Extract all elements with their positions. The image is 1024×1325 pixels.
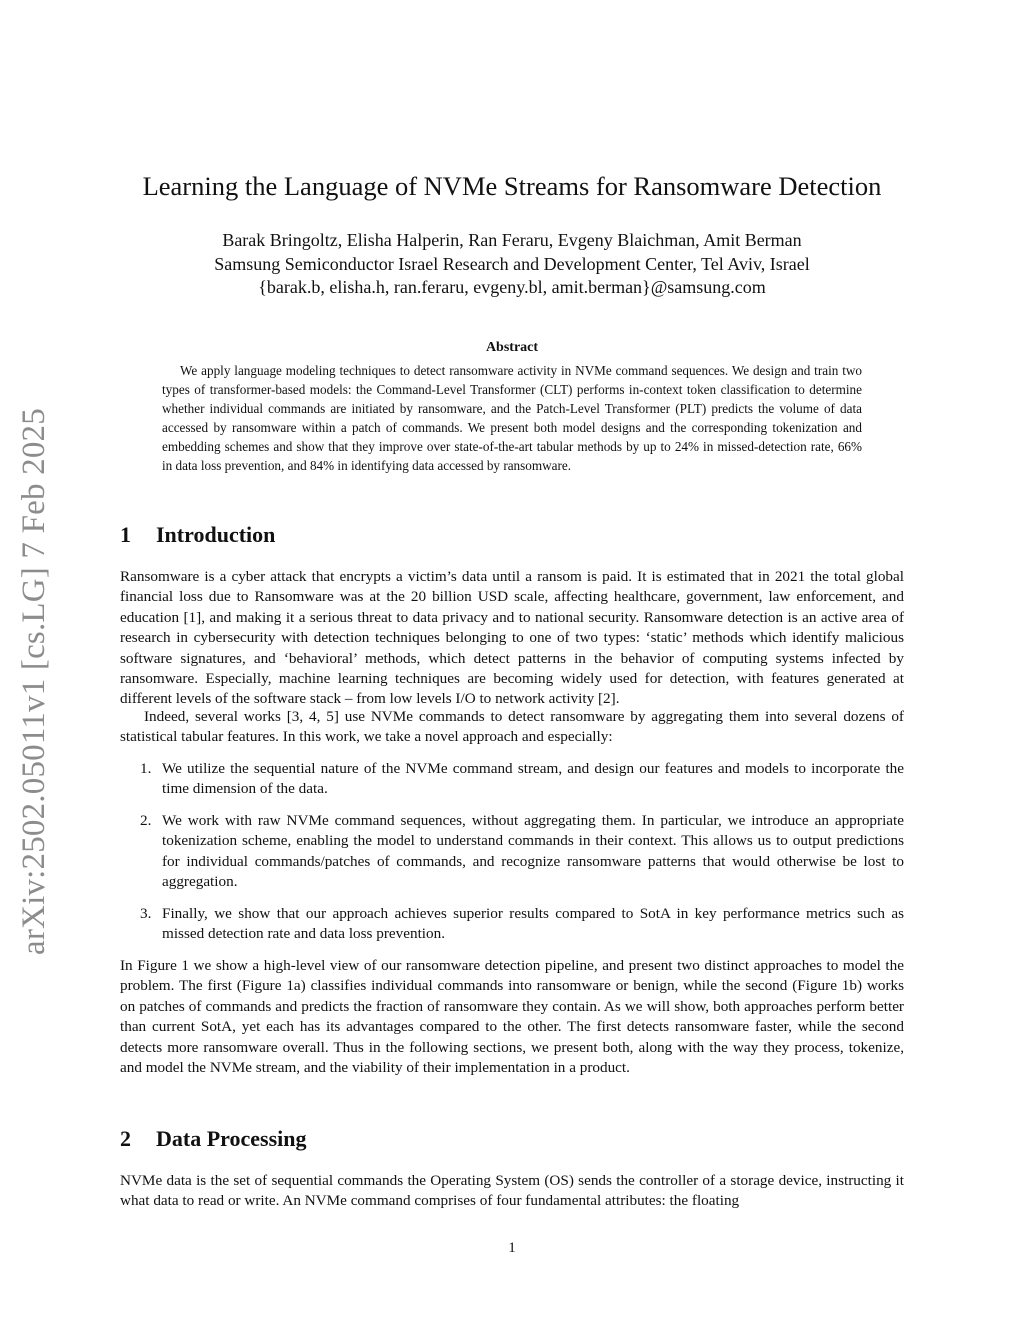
body-paragraph: NVMe data is the set of sequential commands the Operating System (OS) sends the controller of a storage device, instructing it what data to read or write. An NVMe command comprises of four fundamental attributes: the floating bbox=[120, 1172, 904, 1210]
list-item bbox=[140, 759, 904, 800]
arxiv-identifier: arXiv:2502.05011v1 [cs.LG] 7 Feb 2025 bbox=[16, 408, 52, 955]
section-number: 2 bbox=[120, 1126, 131, 1151]
section-title: Data Processing bbox=[156, 1126, 307, 1151]
section-title: Introduction bbox=[156, 522, 276, 547]
list-item-text: We work with raw NVMe command sequences, without aggregating them. In particular, we introduce an appropriate tokenization scheme, enabling the model to understand commands in their context. This allows us to output predictions for individual commands/patches of commands, and recognize ransomware patterns that would otherwise be lost to aggregation. bbox=[162, 812, 904, 891]
author-list: Barak Bringoltz, Elisha Halperin, Ran Feraru, Evgeny Blaichman, Amit Berman bbox=[222, 230, 802, 250]
list-item bbox=[140, 904, 904, 945]
author-emails: {barak.b, elisha.h, ran.feraru, evgeny.bl, amit.berman}@samsung.com bbox=[258, 277, 766, 297]
abstract-text: We apply language modeling techniques to detect ransomware activity in NVMe command sequences. We design and train two types of transformer-based models: the Command-Level Transformer (CLT) performs in-context token classification to determine whether individual commands are initiated by ransomware, and the Patch-Level Transformer (PLT) predicts the volume of data accessed by ransomware within a patch of commands. We present both model designs and the corresponding tokenization and embedding schemes and show that they improve over state-of-the-art tabular methods by up to 24% in missed-detection rate, 66% in data loss prevention, and 84% in identifying data accessed by ransomware. bbox=[162, 363, 862, 473]
list-item bbox=[140, 811, 904, 893]
body-paragraph: In Figure 1 we show a high-level view of our ransomware detection pipeline, and present two distinct approaches to model the problem. The first (Figure 1a) classifies individual commands into ransomware or benign, while the second (Figure 1b) works on patches of commands and predicts the fraction of ransomware they contain. As we will show, both approaches perform better than current SotA, yet each has its advantages compared to the other. The first detects ransomware faster, while the second detects more ransomware overall. Thus in the following sections, we present both, along with the way they process, tokenize, and model the NVMe stream, and the viability of their implementation in a product. bbox=[120, 957, 904, 1077]
body-paragraph: Ransomware is a cyber attack that encrypts a victim’s data until a ransom is paid. It is estimated that in 2021 the total global financial loss due to Ransomware was at the 20 billion USD scale, affecting healthcare, government, law enforcement, and education [1], and making it a serious threat to data privacy and to national security. Ransomware detection is an active area of research in cybersecurity with detection techniques belonging to one of two types: ‘static’ methods which identify malicious software signatures, and ‘behavioral’ methods, which detect patterns in the behavior of computing systems infected by ransomware. Especially, machine learning techniques are becoming widely used for detection, with features generated at different levels of the software stack – from low levels I/O to network activity [2]. bbox=[120, 568, 904, 708]
list-item-text: Finally, we show that our approach achieves superior results compared to SotA in key performance metrics such as missed detection rate and data loss prevention. bbox=[162, 905, 904, 943]
list-marker: 1. bbox=[140, 760, 152, 777]
section-heading-introduction bbox=[120, 522, 275, 548]
body-paragraph: Indeed, several works [3, 4, 5] use NVMe commands to detect ransomware by aggregating them into several dozens of statistical tabular features. In this work, we take a novel approach and especially: bbox=[120, 708, 904, 746]
abstract-heading: Abstract bbox=[485, 340, 539, 355]
paper-title: Learning the Language of NVMe Streams for Ransomware Detection bbox=[142, 171, 882, 201]
list-marker: 3. bbox=[140, 905, 152, 922]
list-item-text: We utilize the sequential nature of the NVMe command stream, and design our features and models to incorporate the time dimension of the data. bbox=[162, 760, 904, 798]
section-heading-data-processing bbox=[120, 1126, 307, 1152]
author-block bbox=[0, 229, 1024, 300]
section-number: 1 bbox=[120, 522, 131, 547]
affiliation: Samsung Semiconductor Israel Research and Development Center, Tel Aviv, Israel bbox=[214, 253, 810, 274]
list-marker: 2. bbox=[140, 812, 152, 829]
page-number: 1 bbox=[508, 1240, 516, 1256]
